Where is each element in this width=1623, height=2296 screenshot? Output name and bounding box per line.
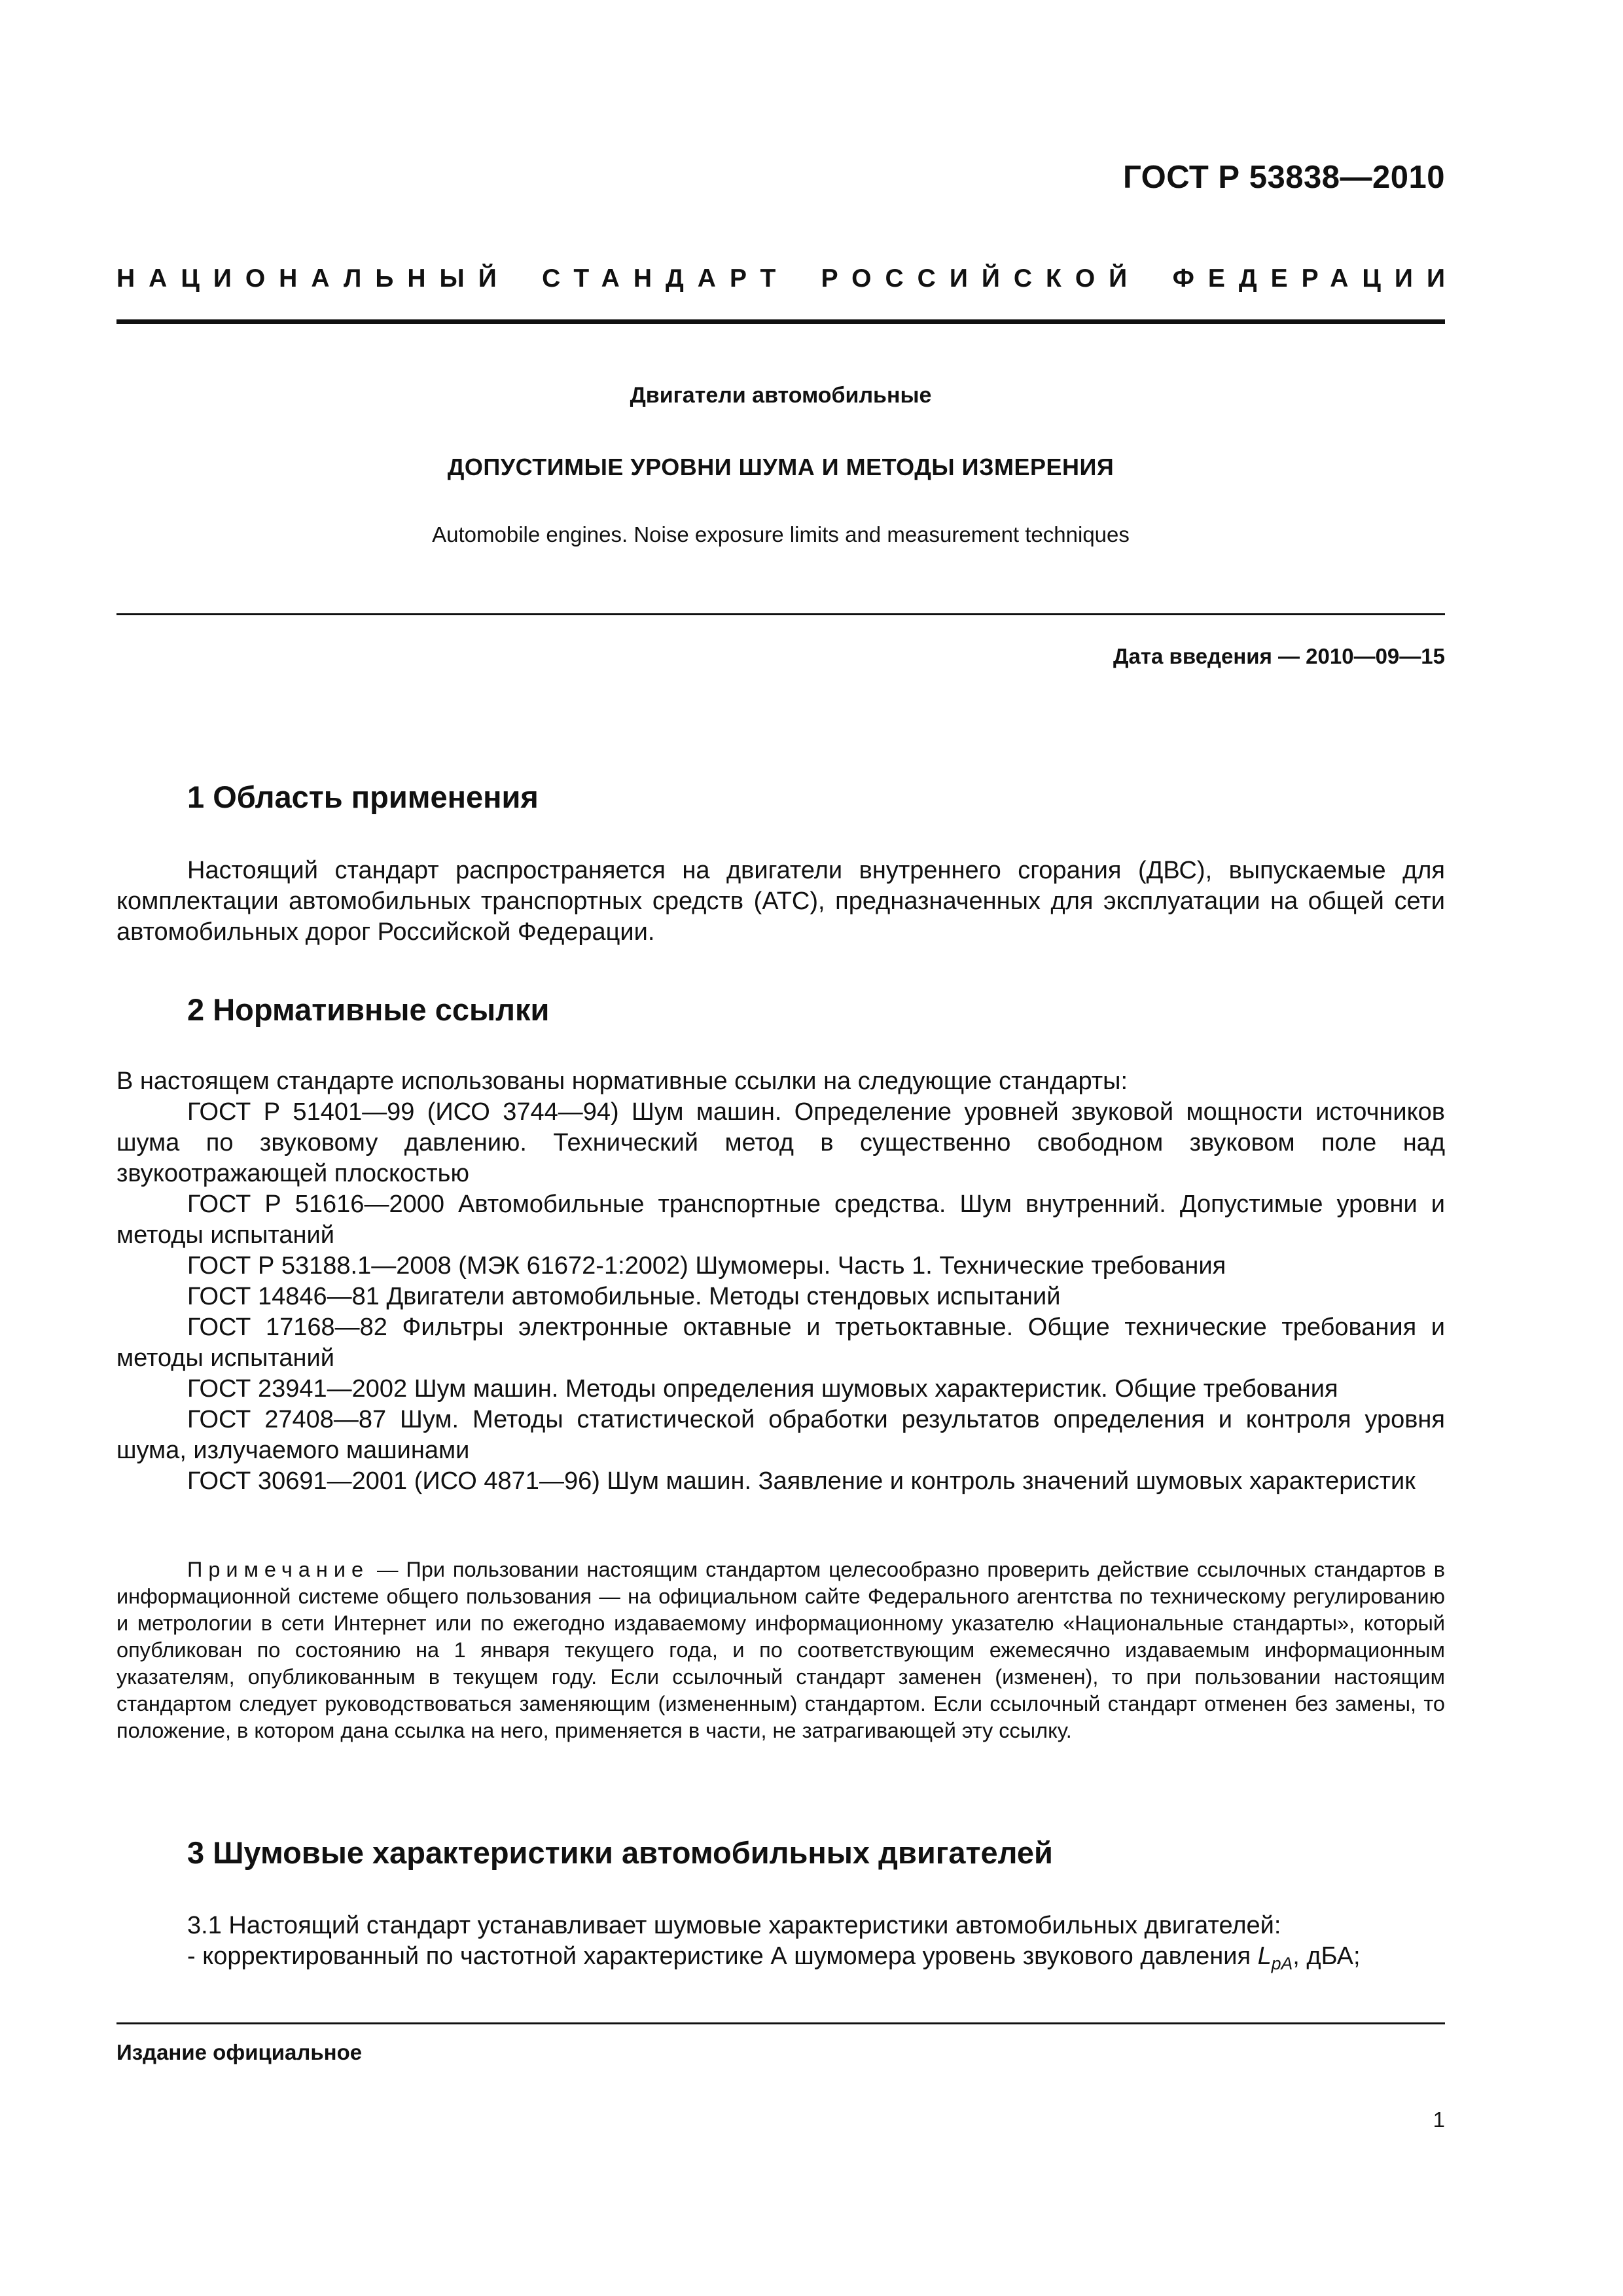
paragraph: Настоящий стандарт распространяется на двигатели внутреннего сгорания (ДВС), выпускаемые для комплектации автомобильных транспортных средств (АТС), предназначенных для эксплуатации на общей сети автомобильных дорог Российской Федерации. <box>116 857 1445 946</box>
references-lead: В настоящем стандарте использованы нормативные ссылки на следующие стандарты: <box>116 1067 1128 1095</box>
reference-item: ГОСТ 27408—87 Шум. Методы статистической обработки результатов определения и контроля уровня шума, излучаемого машинами <box>116 1406 1445 1464</box>
banner-word: РОССИЙСКОЙ <box>821 264 1141 293</box>
national-standard-banner <box>116 264 1459 293</box>
sound-level-subscript: pA <box>1271 1954 1293 1973</box>
section-1-body <box>116 855 1445 948</box>
reference-item: ГОСТ Р 53188.1—2008 (МЭК 61672-1:2002) Шумомеры. Часть 1. Технические требования <box>187 1252 1226 1280</box>
note <box>116 1556 1445 1744</box>
document-number: ГОСТ Р 53838—2010 <box>1122 160 1445 195</box>
document-title: ДОПУСТИМЫЕ УРОВНИ ШУМА И МЕТОДЫ ИЗМЕРЕНИЯ <box>447 454 1115 480</box>
unit-text: , дБА; <box>1293 1943 1361 1970</box>
banner-word: ФЕДЕРАЦИИ <box>1172 264 1459 293</box>
section-heading-3: 3 Шумовые характеристики автомобильных двигателей <box>187 1835 1053 1870</box>
section-heading-2: 2 Нормативные ссылки <box>187 992 550 1027</box>
introduction-date: Дата введения — 2010—09—15 <box>1113 644 1445 668</box>
reference-item: ГОСТ 23941—2002 Шум машин. Методы определения шумовых характеристик. Общие требования <box>187 1375 1338 1403</box>
reference-item: ГОСТ 17168—82 Фильтры электронные октавные и третьоктавные. Общие технические требования и методы испытаний <box>116 1314 1445 1372</box>
header-divider <box>116 319 1445 324</box>
footer-divider <box>116 2022 1445 2024</box>
paragraph: 3.1 Настоящий стандарт устанавливает шумовые характеристики автомобильных двигателей: <box>187 1912 1281 1939</box>
reference-item: ГОСТ Р 51616—2000 Автомобильные транспортные средства. Шум внутренний. Допустимые уровни и методы испытаний <box>116 1191 1445 1249</box>
section-3-body <box>116 1910 1445 1979</box>
title-divider <box>116 613 1445 615</box>
note-label: Примечание <box>187 1558 370 1581</box>
banner-word: НАЦИОНАЛЬНЫЙ <box>116 264 510 293</box>
paragraph-text: - корректированный по частотной характеристике А шумомера уровень звукового давления <box>187 1943 1258 1970</box>
normative-references-list <box>116 1066 1445 1497</box>
document-subject: Двигатели автомобильные <box>630 383 932 408</box>
banner-word: СТАНДАРТ <box>542 264 790 293</box>
reference-item: ГОСТ 14846—81 Двигатели автомобильные. Методы стендовых испытаний <box>187 1283 1061 1310</box>
reference-item: ГОСТ 30691—2001 (ИСО 4871—96) Шум машин. Заявление и контроль значений шумовых характеристик <box>187 1467 1416 1495</box>
paragraph <box>116 1941 1445 1979</box>
section-heading-1: 1 Область применения <box>187 780 539 814</box>
sound-level-symbol: L <box>1257 1943 1272 1970</box>
reference-item: ГОСТ Р 51401—99 (ИСО 3744—94) Шум машин. Определение уровней звуковой мощности источников шума по звуковому давлению. Технический метод в существенно свободном звуковом поле над звукоотражающей плоскостью <box>116 1098 1445 1187</box>
official-edition-label: Издание официальное <box>116 2040 363 2064</box>
document-title-english: Automobile engines. Noise exposure limits and measurement techniques <box>432 522 1130 547</box>
page-number: 1 <box>1433 2108 1445 2132</box>
note-body: — При пользовании настоящим стандартом целесообразно проверить действие ссылочных стандартов в информационной системе общего пользования — на официальном сайте Федерального агентства по техническому регулированию и метрологии в сети Интернет или по ежегодно издаваемому информационному указателю «Национальные стандарты», который опубликован по состоянию на 1 января текущего года, и по соответствующим ежемесячно издаваемым информационным указателям, опубликованным в текущем году. Если ссылочный стандарт заменен (изменен), то при пользовании настоящим стандартом следует руководствоваться заменяющим (измененным) стандартом. Если ссылочный стандарт отменен без замены, то положение, в котором дана ссылка на него, применяется в части, не затрагивающей эту ссылку. <box>116 1558 1445 1742</box>
